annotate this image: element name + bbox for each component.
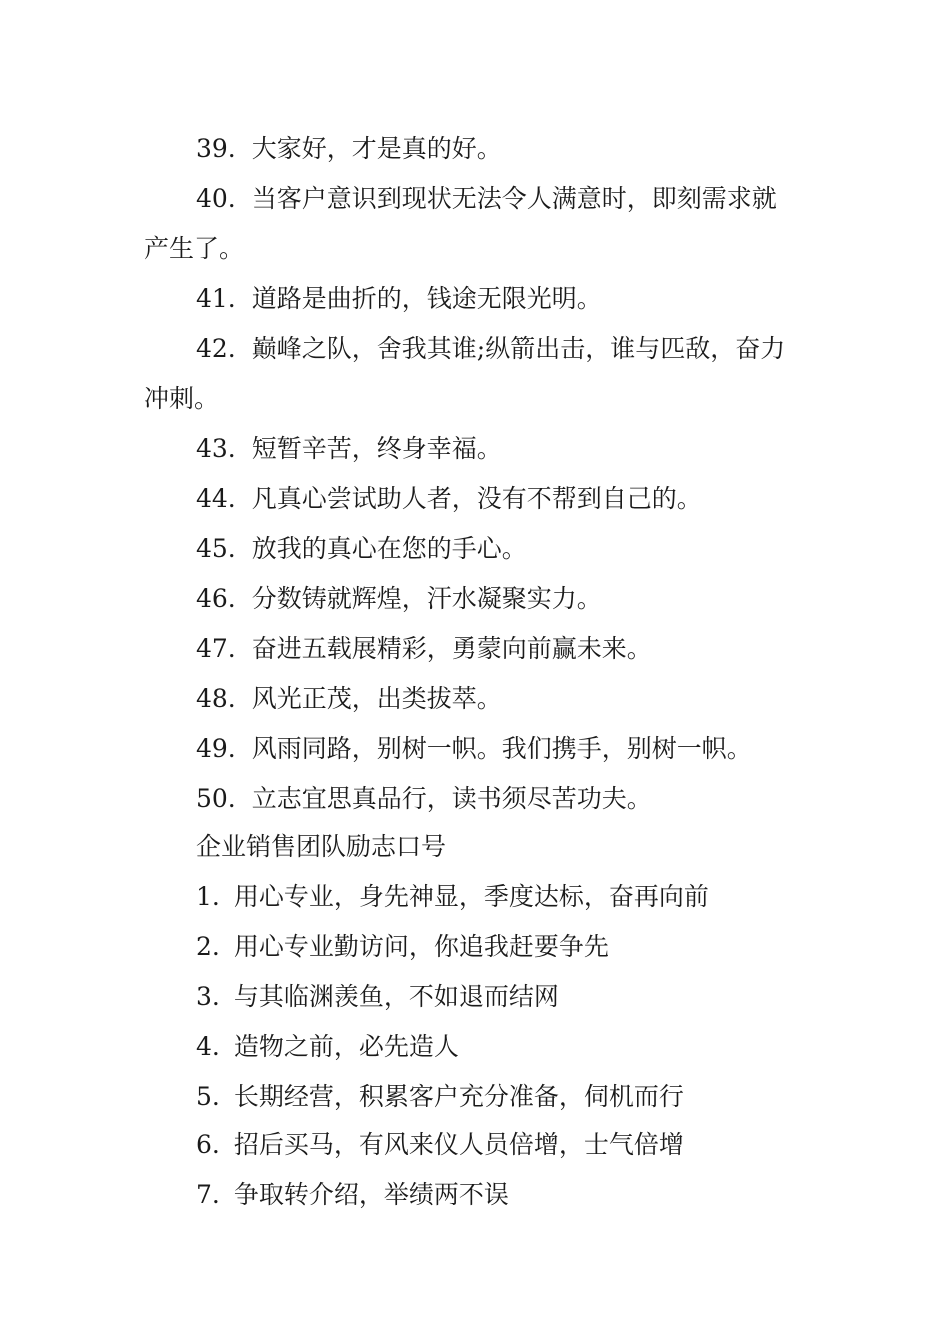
item-number: 43. xyxy=(196,434,236,463)
slogan-item xyxy=(196,1130,684,1160)
item-number: 40. xyxy=(196,184,236,213)
item-text: 短暂辛苦，终身幸福。 xyxy=(251,434,502,463)
slogan-item xyxy=(196,882,709,912)
slogan-item xyxy=(196,1082,684,1112)
item-number: 42. xyxy=(196,334,236,363)
item-text: 大家好，才是真的好。 xyxy=(251,134,502,163)
slogan-number: 5. xyxy=(196,1082,220,1111)
list-item xyxy=(196,734,752,764)
item-text: 道路是曲折的，钱途无限光明。 xyxy=(251,284,602,313)
slogan-item xyxy=(196,1032,459,1062)
list-item xyxy=(196,434,502,464)
list-item xyxy=(196,284,602,314)
slogan-text: 争取转介绍，举绩两不误 xyxy=(233,1180,509,1209)
item-number: 39. xyxy=(196,134,236,163)
list-item-continuation: 产生了。 xyxy=(144,234,245,263)
item-number: 48. xyxy=(196,684,236,713)
item-text: 风雨同路，别树一帜。我们携手，别树一帜。 xyxy=(251,734,752,763)
item-text: 奋进五载展精彩，勇蒙向前赢未来。 xyxy=(251,634,652,663)
list-item xyxy=(196,184,777,214)
slogan-number: 2. xyxy=(196,932,220,961)
list-item xyxy=(196,684,502,714)
slogan-text: 与其临渊羡鱼，不如退而结网 xyxy=(233,982,559,1011)
slogan-text: 用心专业，身先神显，季度达标，奋再向前 xyxy=(233,882,709,911)
slogan-text: 用心专业勤访问，你追我赶要争先 xyxy=(233,932,609,961)
slogan-item xyxy=(196,932,609,962)
item-number: 49. xyxy=(196,734,236,763)
slogan-number: 4. xyxy=(196,1032,220,1061)
list-item xyxy=(196,534,527,564)
slogan-number: 3. xyxy=(196,982,220,1011)
item-text: 风光正茂，出类拔萃。 xyxy=(251,684,502,713)
slogan-text: 招后买马，有风来仪人员倍增，士气倍增 xyxy=(233,1130,684,1159)
list-item xyxy=(196,484,702,514)
item-text: 放我的真心在您的手心。 xyxy=(251,534,527,563)
list-item xyxy=(196,134,502,164)
list-item xyxy=(196,634,652,664)
list-item xyxy=(196,784,652,814)
slogan-text: 造物之前，必先造人 xyxy=(233,1032,459,1061)
item-number: 45. xyxy=(196,534,236,563)
item-text: 巅峰之队，舍我其谁;纵箭出击，谁与匹敌，奋力 xyxy=(251,334,786,363)
item-number: 41. xyxy=(196,284,236,313)
item-number: 46. xyxy=(196,584,236,613)
list-item xyxy=(196,334,785,364)
list-item xyxy=(196,584,602,614)
item-text: 分数铸就辉煌，汗水凝聚实力。 xyxy=(251,584,602,613)
section-title: 企业销售团队励志口号 xyxy=(196,832,447,861)
slogan-text: 长期经营，积累客户充分准备，伺机而行 xyxy=(233,1082,684,1111)
slogan-item xyxy=(196,982,559,1012)
slogan-number: 7. xyxy=(196,1180,220,1209)
item-number: 44. xyxy=(196,484,236,513)
slogan-item xyxy=(196,1180,509,1210)
item-text: 凡真心尝试助人者，没有不帮到自己的。 xyxy=(251,484,702,513)
item-number: 47. xyxy=(196,634,236,663)
item-number: 50. xyxy=(196,784,236,813)
slogan-number: 6. xyxy=(196,1130,220,1159)
slogan-number: 1. xyxy=(196,882,220,911)
list-item-continuation: 冲刺。 xyxy=(144,384,220,413)
item-text: 立志宜思真品行，读书须尽苦功夫。 xyxy=(251,784,652,813)
item-text: 当客户意识到现状无法令人满意时，即刻需求就 xyxy=(251,184,777,213)
